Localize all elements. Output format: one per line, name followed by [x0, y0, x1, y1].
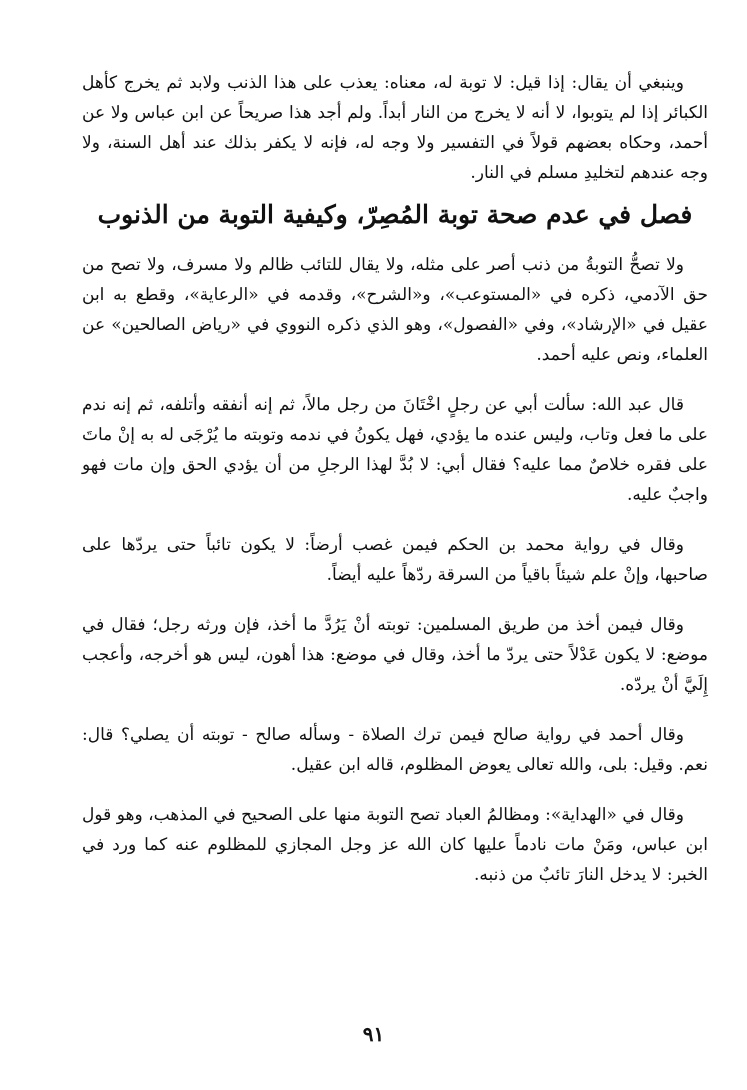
- paragraph-1: ولا تصحُّ التوبةُ من ذنب أصر على مثله، ولا يقال للتائب ظالم ولا مسرف، ولا تصح من حق الآدمي، ذكره في «المستوعب»، و«الشرح»، وقدمه في «الرعاية»، وقطع به ابن عقيل في «الإرشاد»، وفي «الفصول»، وهو الذي ذكره النووي في «رياض الصالحين» عن العلماء، ونص عليه أحمد.: [82, 255, 708, 365]
- page-body: [82, 68, 708, 910]
- page-number: ٩١: [362, 1022, 385, 1046]
- paragraph-5: وقال أحمد في رواية صالح فيمن ترك الصلاة - وسأله صالح - توبته أن يصلي؟ قال: نعم. وقيل: بلى، والله تعالى يعوض المظلوم، قاله ابن عقيل.: [82, 725, 708, 775]
- paragraph-3: وقال في رواية محمد بن الحكم فيمن غصب أرضاً: لا يكون تائباً حتى يردّها على صاحبها، وإنْ علم شيئاً باقياً من السرقة ردّهاً عليه أيضاً.: [82, 535, 708, 585]
- paragraph-2: قال عبد الله: سألت أبي عن رجلٍ اخْتَانَ من رجل مالاً، ثم إنه أنفقه وأتلفه، ثم إنه ندم على ما فعل وتاب، وليس عنده ما يؤدي، فهل يكونُ في ندمه وتوبته ما يُرْجَى له به إنْ ماتَ على فقره خلاصٌ مما عليه؟ فقال أبي: لا بُدَّ لهذا الرجلِ من أن يؤدي الحق وإن مات فهو واجبٌ عليه.: [82, 395, 708, 505]
- paragraph-4: وقال فيمن أخذ من طريق المسلمين: توبته أنْ يَرُدَّ ما أخذ، فإن ورثه رجل؛ فقال في موضع: لا يكون عَدْلاً حتى يردّ ما أخذ، وقال في موضع: هذا أهون، ليس هو أخرجه، وأعجب إِلَيَّ أنْ يردّه.: [82, 615, 708, 695]
- section-heading: فصل في عدم صحة توبة المُصِرّ، وكيفية التوبة من الذنوب: [97, 200, 693, 229]
- paragraph-6: وقال في «الهداية»: ومظالمُ العباد تصح التوبة منها على الصحيح في المذهب، وهو قول ابن عباس، ومَنْ مات نادماً عليها كان الله عز وجل المجازي للمظلوم عنه كما ورد في الخبر: لا يدخل النارَ تائبٌ من ذنبه.: [82, 805, 708, 885]
- paragraph-intro: وينبغي أن يقال: إذا قيل: لا توبة له، معناه: يعذب على هذا الذنب ولابد ثم يخرج كأهل الكبائر إذا لم يتوبوا، لا أنه لا يخرج من النار أبداً. ولم أجد هذا صريحاً عن ابن عباس ولا عن أحمد، وحكاه بعضهم قولاً في التفسير ولا وجه له، فإنه لا يكفر بذلك عند أهل السنة، ولا وجه عندهم لتخليدِ مسلم في النار.: [82, 73, 708, 183]
